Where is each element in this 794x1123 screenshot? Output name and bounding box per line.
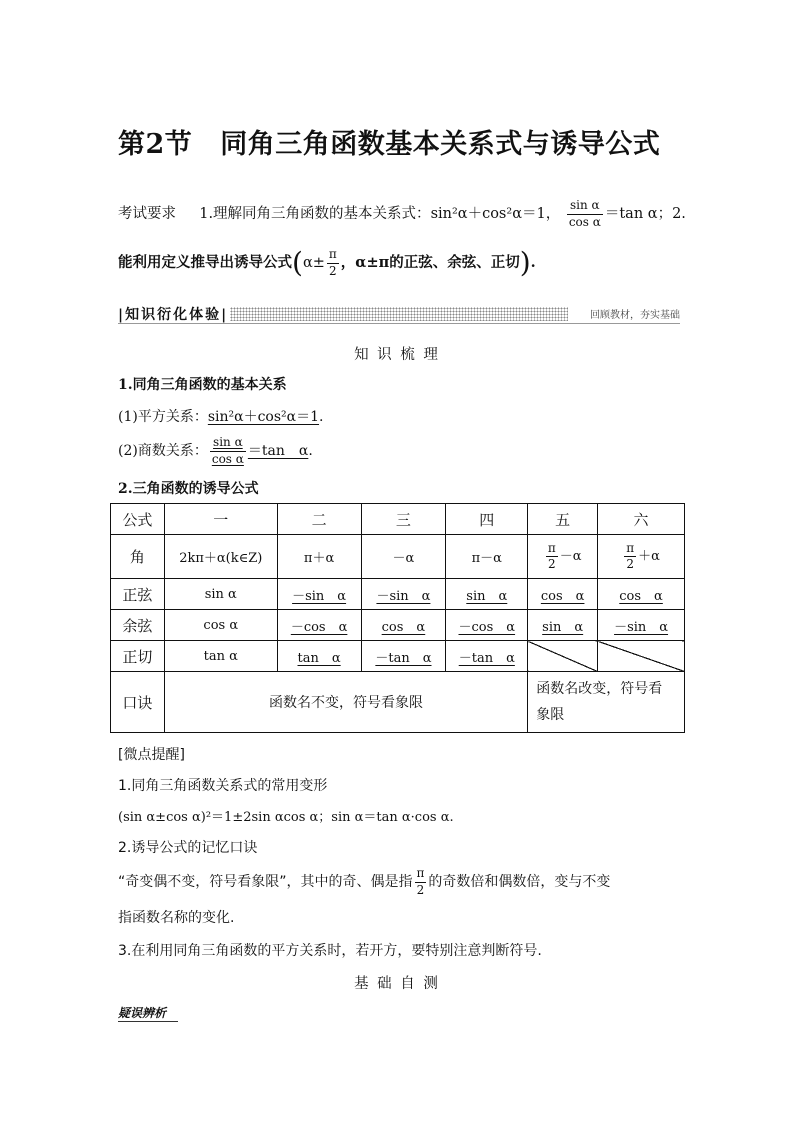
table-header-row: 公式 一 二 三 四 五 六 [111, 504, 685, 535]
item1-title: 1.同角三角函数的基本关系 [118, 377, 287, 393]
induction-formula-table [110, 503, 685, 733]
table-row-tan: 正切 tan α tan α －tan α －tan α [111, 641, 685, 672]
tip-2-text: “奇变偶不变，符号看象限”，其中的奇、偶是指 $\frac{\pi}{2}$ 的奇数倍和偶数倍，变与不变 [118, 866, 611, 897]
section-banner [118, 304, 680, 324]
tip-1-formula: (sin α±cos α)²＝1±2sin αcos α；sin α＝tan α·cos α. [118, 810, 454, 825]
sin-over-cos-fraction: $\frac{\text{sin α}}{\text{cos α}}$ [568, 198, 601, 229]
mistake-analysis-label: 疑误辨析 [118, 1004, 178, 1022]
pi-over-2-fraction: $\frac{\pi}{2}$ [328, 247, 337, 278]
table-row-angle: 角 2kπ＋α(k∈Z) π＋α －α π－α $\frac{\pi}{2}$ －α $\frac{\pi}{2}$ ＋α [111, 535, 685, 579]
requirements-label: 考试要求 [118, 206, 176, 222]
square-relation: (1)平方关系：sin²α＋cos²α＝1. [118, 409, 324, 425]
table-row-rhyme: 口诀 函数名不变，符号看象限 函数名改变，符号看象限 [111, 672, 685, 733]
section-number: 第2节 [118, 129, 193, 160]
tips-title: [微点提醒] [118, 747, 185, 763]
section-title: 同角三角函数基本关系式与诱导公式 [220, 129, 661, 160]
tip-3: 3.在利用同角三角函数的平方关系时，若开方，要特别注意判断符号. [118, 943, 542, 959]
empty-cell [528, 641, 598, 672]
banner-dots [230, 307, 568, 321]
item2-title: 2.三角函数的诱导公式 [118, 481, 259, 497]
quotient-fraction: $\frac{\text{sin α}}{\text{cos α}}$ [211, 435, 244, 466]
empty-cell [598, 641, 685, 672]
banner-label: |知识衍化体验| [118, 304, 232, 324]
requirements-line-1: 考试要求 1.理解同角三角函数的基本关系式：sin²α＋cos²α＝1， $\frac{\text{sin α}}{\text{cos α}}$ ＝tan α；2. [118, 198, 686, 229]
tip-2: 2.诱导公式的记忆口诀 [118, 840, 258, 856]
requirements-line-2: 能利用定义推导出诱导公式(α± $\frac{\pi}{2}$ ，α±π的正弦、余弦、正切). [118, 246, 536, 279]
section-heading-self-test: 基 础 自 测 [354, 976, 440, 992]
page-title [118, 122, 660, 161]
table-row-sin: 正弦 sin α －sin α －sin α sin α cos α cos α [111, 579, 685, 610]
section-heading-knowledge: 知 识 梳 理 [354, 347, 440, 363]
tip-2-text-continued: 指函数名称的变化. [118, 910, 235, 926]
tip-1: 1.同角三角函数关系式的常用变形 [118, 778, 328, 794]
banner-right: 回顾教材，夯实基础 [590, 310, 680, 321]
table-row-cos: 余弦 cos α －cos α cos α －cos α sin α －sin α [111, 610, 685, 641]
quotient-relation: (2)商数关系： $\frac{\text{sin α}}{\text{cos α}}$ ＝tan α. [118, 435, 313, 466]
